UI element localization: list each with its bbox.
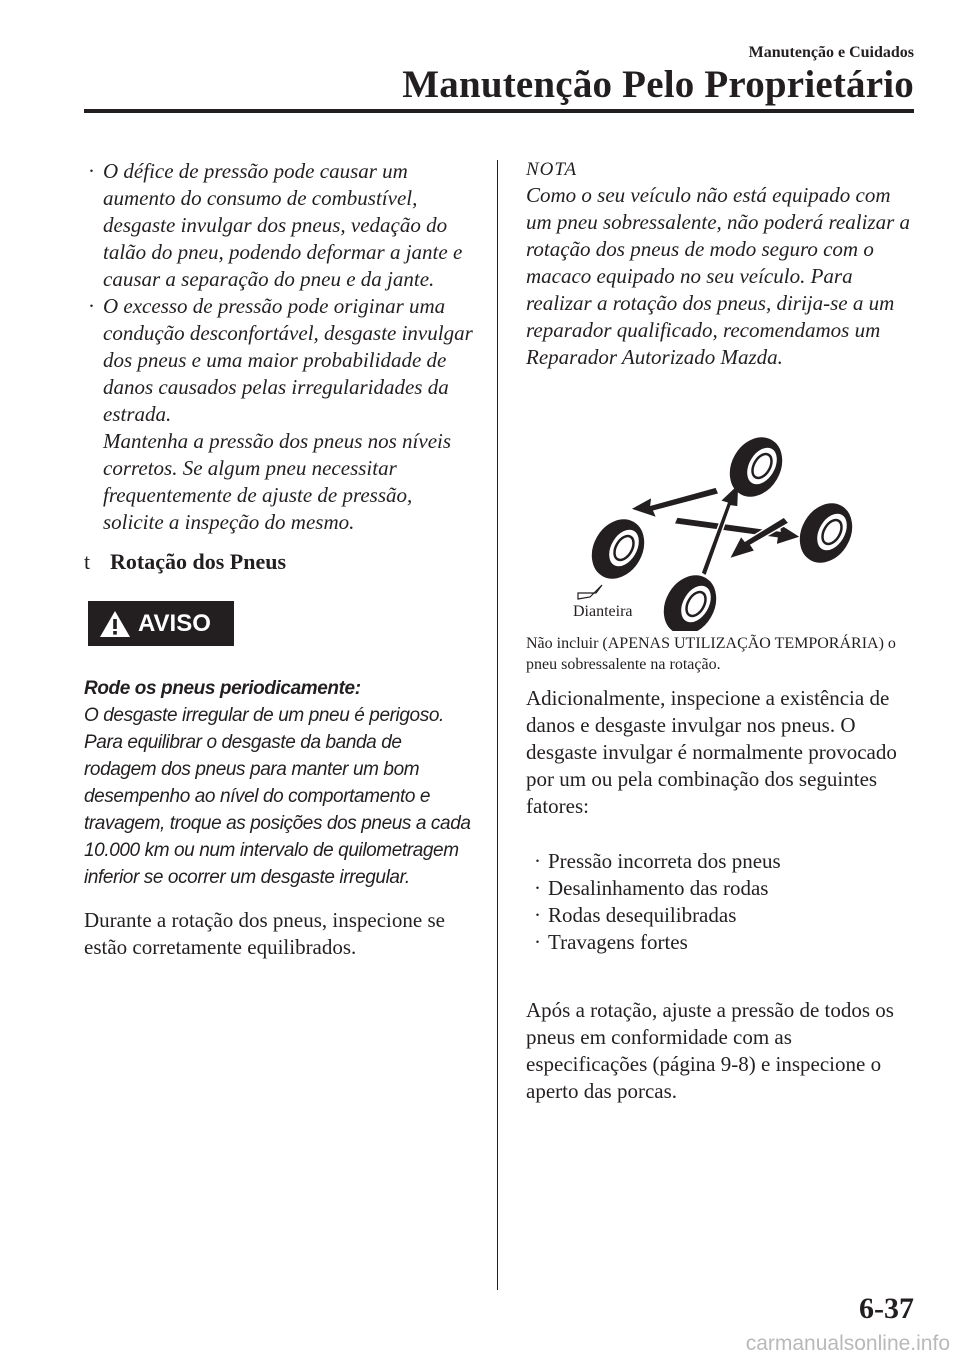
header-rule (84, 109, 914, 113)
list-item-text: Travagens fortes (548, 930, 688, 954)
note-heading: NOTA (526, 159, 578, 180)
bullet-text: O défice de pressão pode causar um aumento do consumo de combustível, desgaste invulgar dos pneus, vedação do talão do pneu, podendo deformar a jante e causar a separação do pneu e da jante. (103, 159, 463, 291)
bullet-overinflation (84, 293, 474, 428)
list-item (526, 902, 918, 929)
bullet-dot: · (534, 876, 541, 900)
tire-icon (791, 496, 861, 571)
factor-list (526, 848, 918, 956)
arrow-cross-to-front-left (630, 487, 719, 518)
warning-label: AVISO (138, 609, 211, 637)
right-column (526, 158, 918, 1105)
note-text: Como o seu veículo não está equipado com um pneu sobressalente, não poderá realizar a rotação dos pneus de modo seguro com o macaco equipado no seu veículo. Para realizar a rotação dos pneus, dirija-se a um reparador qualificado, recomendamos um Reparador Autorizado Mazda. (526, 183, 910, 369)
warning-heading: Rode os pneus periodicamente: (84, 678, 361, 699)
bullet-dot: · (88, 294, 95, 318)
section-marker: t (84, 549, 91, 574)
bullet-continuation: Mantenha a pressão dos pneus nos níveis corretos. Se algum pneu necessitar frequentemente de ajuste de pressão, solicite a inspeção do mesmo. (103, 429, 452, 534)
after-rotation-paragraph: Após a rotação, ajuste a pressão de todos os pneus em conformidade com as especificações (página 9-8) e inspecione o aperto das porcas. (526, 998, 894, 1103)
list-item-text: Rodas desequilibradas (548, 903, 737, 927)
warning-badge (88, 601, 234, 646)
figure-caption: Não incluir (APENAS UTILIZAÇÃO TEMPORÁRIA) o pneu sobressalente na rotação. (526, 635, 896, 673)
front-label: Dianteira (573, 603, 633, 620)
page-number: 6-37 (859, 1292, 914, 1325)
bullet-underinflation (84, 158, 474, 293)
left-column (84, 158, 474, 961)
bullet-dot: · (534, 903, 541, 927)
list-item (526, 875, 918, 902)
tire-icon (583, 512, 653, 587)
watermark: carmanualsonline.info (745, 1332, 950, 1355)
column-divider (497, 160, 498, 1290)
list-item-text: Desalinhamento das rodas (548, 876, 769, 900)
bullet-dot: · (534, 849, 541, 873)
bullet-dot: · (88, 159, 95, 183)
warning-text: O desgaste irregular de um pneu é perigoso. Para equilibrar o desgaste da banda de rodagem dos pneus para manter um bom desempenho ao nível do comportamento e travagem, troque as posições dos pneus a cada 10.000 km ou num intervalo de quilometragem inferior se ocorrer um desgaste irregular. (84, 705, 471, 888)
chapter-title: Manutenção e Cuidados (748, 44, 914, 61)
front-direction-icon (578, 585, 602, 599)
tire-rotation-figure (526, 411, 918, 631)
list-item (526, 929, 918, 956)
bullet-dot: · (534, 930, 541, 954)
section-heading (84, 549, 474, 579)
balance-paragraph: Durante a rotação dos pneus, inspecione se estão corretamente equilibrados. (84, 908, 445, 959)
list-item-text: Pressão incorreta dos pneus (548, 849, 781, 873)
list-item (526, 848, 918, 875)
section-title: Manutenção Pelo Proprietário (402, 63, 914, 106)
section-heading-text: Rotação dos Pneus (110, 549, 287, 574)
warning-triangle-icon (98, 609, 132, 639)
tire-icon (655, 568, 725, 631)
tire-rotation-diagram (526, 411, 918, 631)
bullet-text: O excesso de pressão pode originar uma condução desconfortável, desgaste invulgar dos pneus e uma maior probabilidade de danos causados pelas irregularidades da estrada. (103, 294, 473, 426)
inspection-paragraph: Adicionalmente, inspecione a existência de danos e desgaste invulgar nos pneus. O desgaste invulgar é normalmente provocado por um ou pela combinação dos seguintes fatores: (526, 686, 897, 818)
